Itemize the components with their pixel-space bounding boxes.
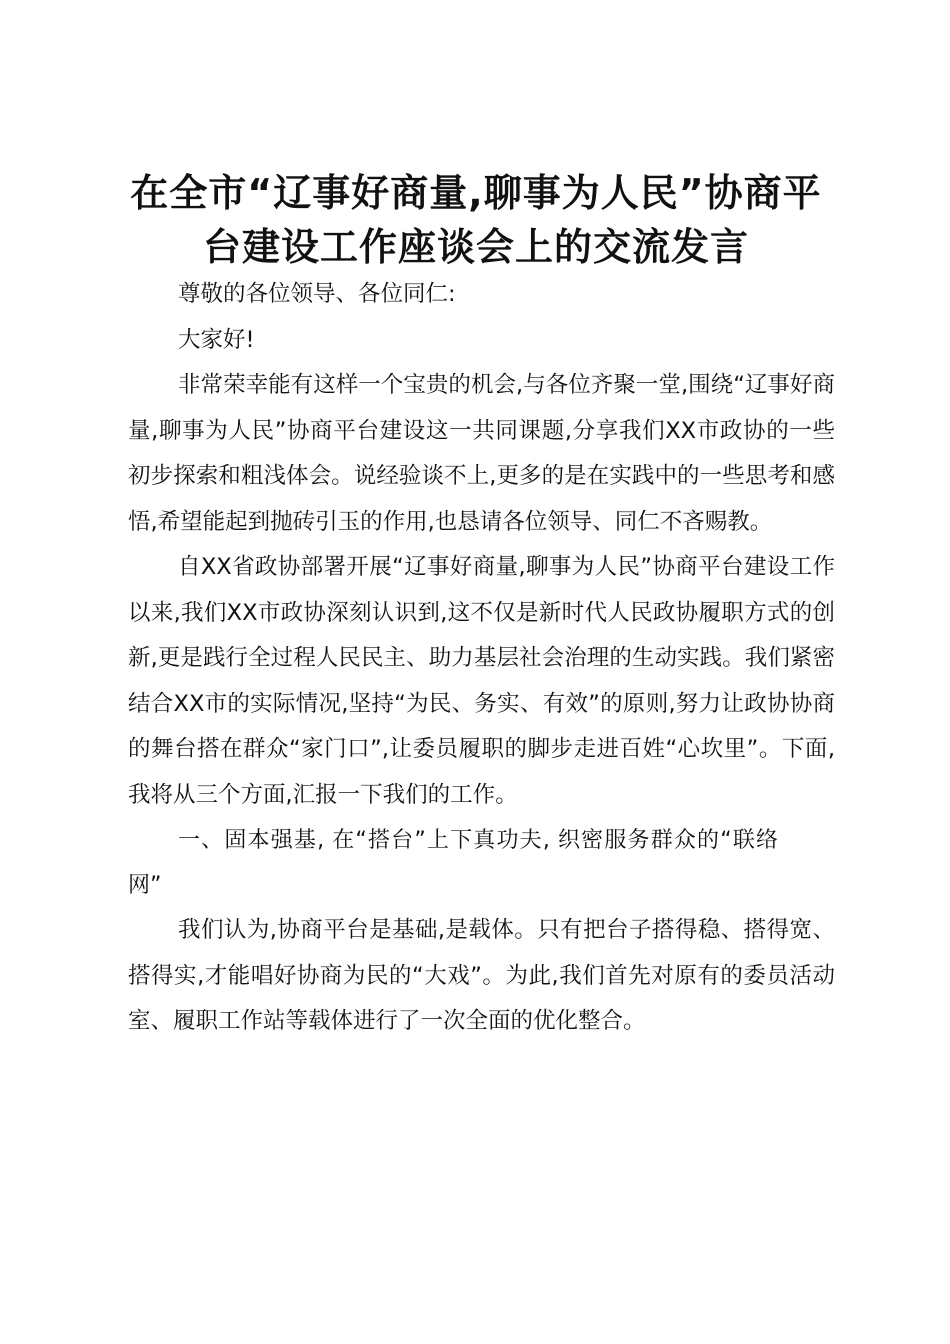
section-heading-1: 一、固本强基, 在“搭台”上下真功夫, 织密服务群众的“联络网” <box>128 828 778 898</box>
paragraph-background: 自XX省政协部署开展“辽事好商量,聊事为人民”协商平台建设工作以来,我们XX市政协深刻认识到,这不仅是新时代人民政协履职方式的创新,更是践行全过程人民民主、助力基层社会治理的生动实践。我们紧密结合XX市的实际情况,坚持“为民、务实、有效”的原则,努力让政协协商的舞台搭在群众“家门口”,让委员履职的脚步走进百姓“心坎里”。下面,我将从三个方面,汇报一下我们的工作。 <box>128 554 835 808</box>
salutation: 尊敬的各位领导、各位同仁: <box>178 281 456 307</box>
paragraph-intro: 非常荣幸能有这样一个宝贵的机会,与各位齐聚一堂,围绕“辽事好商量,聊事为人民”协商平台建设这一共同课题,分享我们XX市政协的一些初步探索和粗浅体会。说经验谈不上,更多的是在实践中的一些思考和感悟,希望能起到抛砖引玉的作用,也恳请各位领导、同仁不吝赐教。 <box>128 372 835 535</box>
greeting: 大家好! <box>178 326 255 353</box>
paragraph-section-1: 我们认为,协商平台是基础,是载体。只有把台子搭得稳、搭得宽、搭得实,才能唱好协商为民的“大戏”。为此,我们首先对原有的委员活动室、履职工作站等载体进行了一次全面的优化整合。 <box>128 917 835 1034</box>
document-body <box>128 272 835 1045</box>
document-title: 在全市“辽事好商量,聊事为人民”协商平台建设工作座谈会上的交流发言 <box>130 171 822 269</box>
